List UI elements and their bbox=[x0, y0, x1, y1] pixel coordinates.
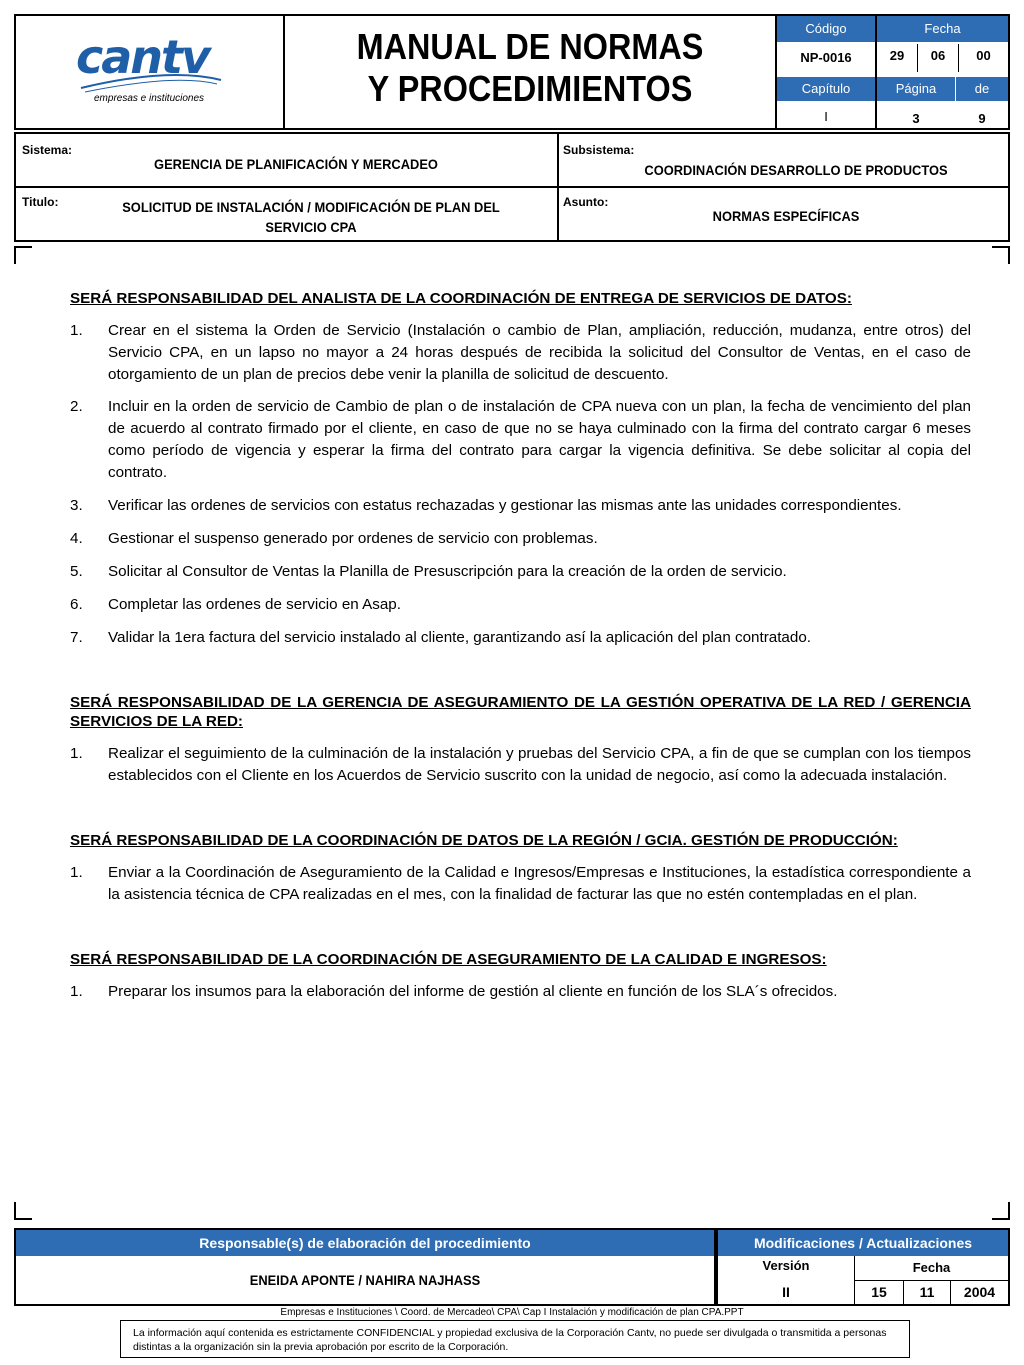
list-item: 1. Enviar a la Coordinación de Aseguramiento de la Calidad e Ingresos/Empresas e Instituciones, la estadística correspondiente a la asistencia técnica de CPA realizadas en el mes, con la finalidad de facturar las que no estén contempladas en el plan. bbox=[70, 864, 971, 903]
file-path: Empresas e Instituciones \ Coord. de Mercadeo\ CPA\ Cap I Instalación y modificación de plan CPA.PPT bbox=[280, 1307, 744, 1318]
confidential-box bbox=[120, 1320, 910, 1358]
fecha-month: 06 bbox=[930, 48, 946, 63]
manual-title: MANUAL DE NORMAS Y PROCEDIMIENTOS bbox=[356, 26, 704, 109]
section-2 bbox=[70, 693, 971, 787]
fecha-year: 00 bbox=[976, 48, 991, 63]
sistema-value: GERENCIA DE PLANIFICACIÓN Y MERCADEO bbox=[154, 156, 438, 172]
list-item: 1. Realizar el seguimiento de la culminación de la instalación y pruebas del Servicio CPA, a fin de que se cumplan con los tiempos establecidos con el Cliente en los Acuerdos de Servicio suscrito con la unidad de negocio, así como la adecuada instalación. bbox=[70, 745, 971, 784]
capitulo-value: I bbox=[824, 109, 828, 124]
footer-fecha-label: Fecha bbox=[912, 1260, 951, 1275]
section-title: SERÁ RESPONSABILIDAD DEL ANALISTA DE LA COORDINACIÓN DE ENTREGA DE SERVICIOS DE DATOS: bbox=[70, 290, 852, 307]
footer-fecha-month: 11 bbox=[919, 1284, 935, 1300]
info-box bbox=[14, 132, 1010, 242]
codigo-label: Código bbox=[777, 16, 875, 42]
section-3 bbox=[70, 831, 971, 906]
corner-mark bbox=[992, 1202, 1010, 1220]
cantv-logo: cantv bbox=[76, 30, 210, 84]
list-item: 4. Gestionar el suspenso generado por ordenes de servicio con problemas. bbox=[70, 530, 598, 547]
list-item: 1. Crear en el sistema la Orden de Servicio (Instalación o cambio de Plan, ampliación, reducción, mudanza, entre otros) del Servicio CPA, en un lapso no mayor a 24 horas después de recibida la solicitud del Consultor de Ventas, en el caso de otorgamiento de un plan de precios debe venir la planilla de solicitud de descuento. bbox=[70, 322, 971, 383]
section-title: SERÁ RESPONSABILIDAD DE LA GERENCIA DE ASEGURAMIENTO DE LA GESTIÓN OPERATIVA DE LA RED / GERENCIA SERVICIOS DE LA RED: bbox=[70, 694, 971, 730]
capitulo-label: Capítulo bbox=[777, 77, 875, 101]
modificaciones-header: Modificaciones / Actualizaciones bbox=[718, 1230, 1008, 1256]
logo-box bbox=[14, 14, 285, 130]
section-title: SERÁ RESPONSABILIDAD DE LA COORDINACIÓN DE DATOS DE LA REGIÓN / GCIA. GESTIÓN DE PRODUCCIÓN: bbox=[70, 832, 898, 849]
list-item: 5. Solicitar al Consultor de Ventas la Planilla de Presuscripción para la creación de la orden de servicio. bbox=[70, 563, 787, 580]
document-code-box bbox=[775, 14, 1010, 130]
version-label: Versión bbox=[762, 1258, 810, 1273]
pagina-value: 3 bbox=[912, 111, 920, 126]
titulo-label: Titulo: bbox=[22, 195, 59, 209]
pagina-label: Página bbox=[877, 77, 955, 101]
manual-title-box bbox=[283, 14, 777, 130]
list-item: 1. Preparar los insumos para la elaboración del informe de gestión al cliente en función de los SLA´s ofrecidos. bbox=[70, 983, 838, 1000]
section-4 bbox=[70, 950, 971, 1003]
modificaciones-box bbox=[716, 1228, 1010, 1306]
subsistema-value: COORDINACIÓN DESARROLLO DE PRODUCTOS bbox=[644, 162, 948, 178]
de-label: de bbox=[956, 77, 1008, 101]
corner-mark bbox=[14, 1202, 32, 1220]
responsables-header: Responsable(s) de elaboración del procedimiento bbox=[16, 1230, 714, 1256]
footer-fecha-day: 15 bbox=[871, 1284, 887, 1300]
responsables-value: ENEIDA APONTE / NAHIRA NAJHASS bbox=[249, 1272, 481, 1288]
list-item: 6. Completar las ordenes de servicio en Asap. bbox=[70, 596, 401, 613]
confidential-notice: La información aquí contenida es estrictamente CONFIDENCIAL y propiedad exclusiva de la Corporación Cantv, no puede ser divulgada o transmitida a personas distintas a la organización sin la previa aprobación por escrito de la Corporación. bbox=[133, 1327, 887, 1353]
corner-mark bbox=[14, 246, 32, 264]
asunto-value: NORMAS ESPECÍFICAS bbox=[712, 208, 860, 224]
list-item: 7. Validar la 1era factura del servicio instalado al cliente, garantizando así la aplicación del plan contratado. bbox=[70, 629, 811, 646]
section-1 bbox=[70, 289, 971, 649]
list-item: 2. Incluir en la orden de servicio de Cambio de plan o de instalación de CPA nueva con un plan, la fecha de vencimiento del plan de acuerdo al contrato firmado por el cliente, en caso de que no se haya culminado con la firma del contrato cargar 6 meses como período de vigencia y esperar la firma del contrato para cargar la vigencia definitiva. Se debe solicitar al copia del contrato. bbox=[70, 398, 971, 481]
fecha-label: Fecha bbox=[877, 16, 1008, 42]
sistema-label: Sistema: bbox=[22, 143, 73, 157]
logo-subtitle: empresas e instituciones bbox=[94, 93, 205, 104]
section-title: SERÁ RESPONSABILIDAD DE LA COORDINACIÓN DE ASEGURAMIENTO DE LA CALIDAD E INGRESOS: bbox=[70, 951, 827, 968]
list-item: 3. Verificar las ordenes de servicios con estatus rechazadas y gestionar las mismas ante las unidades correspondientes. bbox=[70, 497, 902, 514]
corner-mark bbox=[992, 246, 1010, 264]
titulo-value: SOLICITUD DE INSTALACIÓN / MODIFICACIÓN DE PLAN DEL SERVICIO CPA bbox=[122, 199, 500, 235]
version-value: II bbox=[782, 1284, 790, 1300]
total-pages-value: 9 bbox=[978, 111, 986, 126]
subsistema-label: Subsistema: bbox=[563, 143, 635, 157]
responsables-box bbox=[14, 1228, 716, 1306]
asunto-label: Asunto: bbox=[563, 195, 609, 209]
codigo-value: NP-0016 bbox=[800, 50, 852, 65]
document-body bbox=[70, 289, 971, 1003]
fecha-day: 29 bbox=[889, 48, 905, 63]
footer-fecha-year: 2004 bbox=[963, 1284, 996, 1300]
